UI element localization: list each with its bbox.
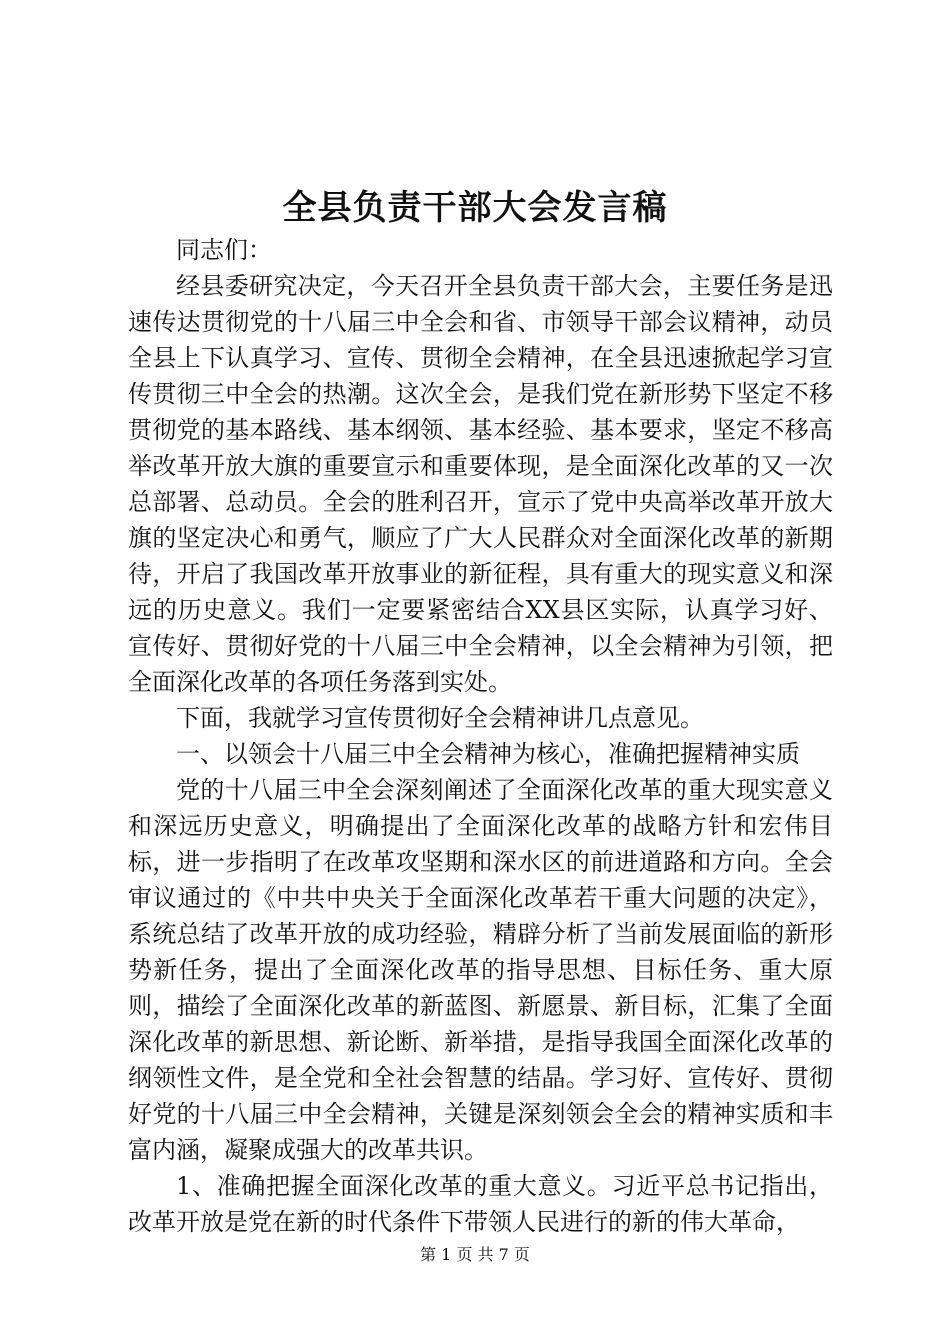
salutation: 同志们： xyxy=(176,236,272,264)
paragraph: 1、准确把握全面深化改革的重大意义。习近平总书记指出，改革开放是党在新的时代条件下带领人民进行的新的伟大革命， xyxy=(128,1172,833,1236)
document-body xyxy=(128,232,833,1240)
paragraph: 下面，我就学习宣传贯彻好全会精神讲几点意见。 xyxy=(176,704,704,732)
page-footer: 第 1 页 共 7 页 xyxy=(420,1245,530,1264)
paragraph: 经县委研究决定，今天召开全县负责干部大会，主要任务是迅速传达贯彻党的十八届三中全会和省、市领导干部会议精神，动员全县上下认真学习、宣传、贯彻全会精神，在全县迅速掀起学习宣传贯彻三中全会的热潮。这次全会，是我们党在新形势下坚定不移贯彻党的基本路线、基本纲领、基本经验、基本要求，坚定不移高举改革开放大旗的重要宣示和重要体现，是全面深化改革的又一次总部署、总动员。全会的胜利召开，宣示了党中央高举改革开放大旗的坚定决心和勇气，顺应了广大人民群众对全面深化改革的新期待，开启了我国改革开放事业的新征程，具有重大的现实意义和深远的历史意义。我们一定要紧密结合XX县区实际，认真学习好、宣传好、贯彻好党的十八届三中全会精神，以全会精神为引领，把全面深化改革的各项任务落到实处。 xyxy=(128,272,833,696)
paragraph: 党的十八届三中全会深刻阐述了全面深化改革的重大现实意义和深远历史意义，明确提出了全面深化改革的战略方针和宏伟目标，进一步指明了在改革攻坚期和深水区的前进道路和方向。全会审议通过的《中共中央关于全面深化改革若干重大问题的决定》，系统总结了改革开放的成功经验，精辟分析了当前发展面临的新形势新任务，提出了全面深化改革的指导思想、目标任务、重大原则，描绘了全面深化改革的新蓝图、新愿景、新目标，汇集了全面深化改革的新思想、新论断、新举措，是指导我国全面深化改革的纲领性文件，是全党和全社会智慧的结晶。学习好、宣传好、贯彻好党的十八届三中全会精神，关键是深刻领会全会的精神实质和丰富内涵，凝聚成强大的改革共识。 xyxy=(128,776,833,1164)
document-title: 全县负责干部大会发言稿 xyxy=(282,188,668,228)
section-heading: 一、以领会十八届三中全会精神为核心，准确把握精神实质 xyxy=(176,740,800,768)
